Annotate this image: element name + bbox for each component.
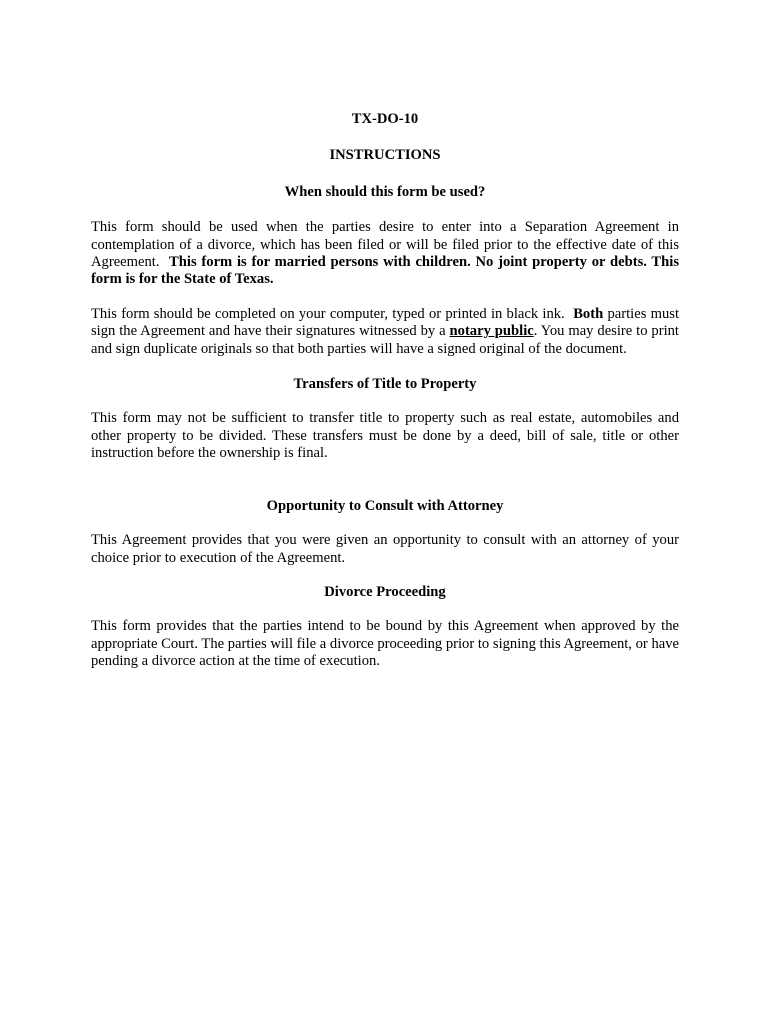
completion-text-mid: parties must sign the Agreement and have their signatures witnessed by a — [91, 305, 679, 340]
paragraph-attorney: This Agreement provides that you were given an opportunity to consult with an attorney of your choice prior to execution of the Agreement. — [91, 532, 679, 566]
paragraph-divorce: This form provides that the parties intend to be bound by this Agreement when approved by the appropriate Court. The parties will file a divorce proceeding prior to signing this Agreement, or have pending a divorce action at the time of execution. — [91, 618, 679, 670]
paragraph-when-used — [91, 219, 679, 289]
section-title-divorce: Divorce Proceeding — [324, 583, 446, 600]
section-title-when-used: When should this form be used? — [284, 183, 486, 200]
section-title-attorney: Opportunity to Consult with Attorney — [266, 497, 504, 514]
document-page — [91, 111, 679, 671]
paragraph-completion — [91, 306, 679, 358]
instructions-heading: INSTRUCTIONS — [329, 147, 441, 164]
section-title-transfers: Transfers of Title to Property — [293, 376, 477, 393]
paragraph-transfers: This form may not be sufficient to transfer title to property such as real estate, automobiles and other property to be divided. These transfers must be done by a deed, bill of sale, title or other instruction before the ownership is final. — [91, 410, 679, 462]
paragraph-when-used-bold: This form is for married persons with children. No joint property or debts. This form is for the State of Texas. — [91, 254, 680, 288]
notary-public-text: notary public — [449, 323, 534, 340]
completion-text-pre: This form should be completed on your computer, typed or printed in black ink. — [91, 305, 565, 322]
completion-text-post: . You may desire to print and sign duplicate originals so that both parties will have a signed original of the document. — [91, 323, 679, 357]
paragraph-when-used-text: This form should be used when the parties desire to enter into a Separation Agreement in contemplation of a divorce, which has been filed or will be filed prior to the effective date of this Agreement. — [91, 219, 679, 271]
completion-both: Both — [573, 305, 604, 322]
form-code: TX-DO-10 — [351, 111, 419, 127]
